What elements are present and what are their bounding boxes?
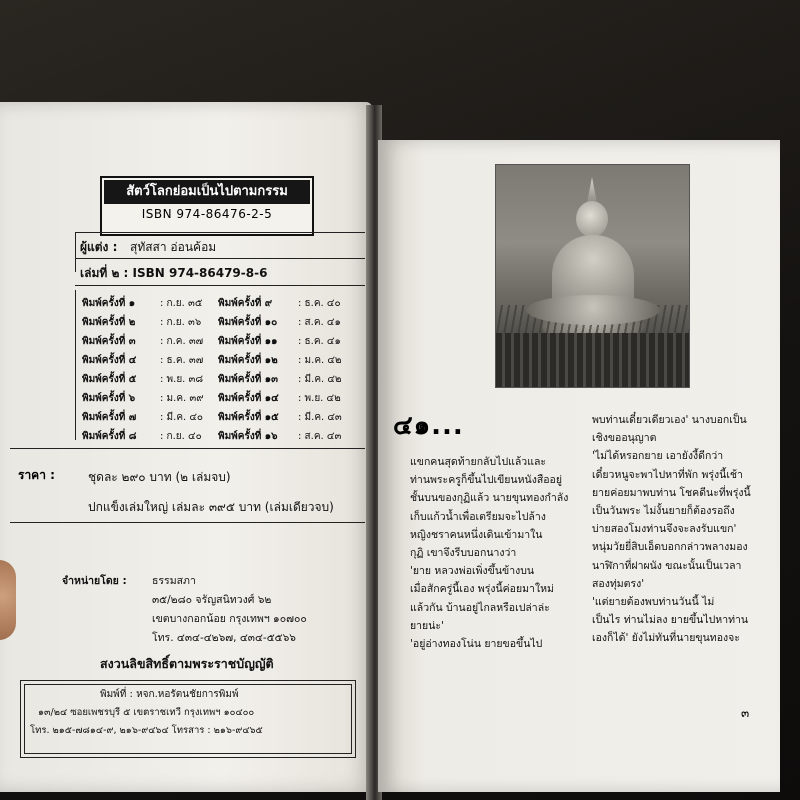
printing-cell: พิมพ์ครั้งที่ ๑๖ xyxy=(218,431,278,442)
body-column-right xyxy=(592,411,751,648)
text-line: นาฬิกาที่ฝาผนัง ขณะนั้นเป็นเวลา xyxy=(592,559,742,572)
text-line: เองก็ได้' ยังไม่ทันที่นายขุนทองจะ xyxy=(592,632,740,645)
divider-price xyxy=(10,448,365,449)
printing-cell: : ม.ค. ๓๙ xyxy=(160,393,204,404)
printing-row xyxy=(82,389,348,408)
printing-cell: : ธ.ค. ๓๗ xyxy=(160,355,204,366)
printing-cell: พิมพ์ครั้งที่ ๑ xyxy=(82,298,136,309)
printing-cell: พิมพ์ครั้งที่ ๙ xyxy=(218,298,273,309)
printing-cell: : มี.ค. ๔๒ xyxy=(298,374,342,385)
printing-cell: พิมพ์ครั้งที่ ๑๑ xyxy=(218,336,278,347)
buddha-statue-photo xyxy=(495,164,690,388)
divider-vertical xyxy=(75,232,76,272)
text-line: เดี๋ยวหนูจะพาไปหาที่พัก พรุ่งนี้เช้า xyxy=(592,468,743,481)
printing-row xyxy=(82,313,348,332)
printing-cell: พิมพ์ครั้งที่ ๖ xyxy=(82,393,136,404)
printing-cell: : ก.ย. ๔๐ xyxy=(160,431,202,442)
price-line-1: ชุดละ ๒๙๐ บาท (๒ เล่มจบ) xyxy=(88,470,231,484)
printing-cell: : ก.ย. ๓๕ xyxy=(160,298,203,309)
distributor-label: จำหน่ายโดย : xyxy=(62,575,127,587)
printing-history xyxy=(82,294,348,446)
text-line: สองทุ่มตรง' xyxy=(592,577,645,590)
distributor-address-2: เขตบางกอกน้อย กรุงเทพฯ ๑๐๗๐๐ xyxy=(152,613,307,625)
printing-cell: : ส.ค. ๔๑ xyxy=(298,317,341,328)
printing-row xyxy=(82,351,348,370)
divider-author xyxy=(75,258,365,259)
printings-bracket xyxy=(75,290,79,440)
volume-isbn: เล่มที่ ๒ : ISBN 974-86479-8-6 xyxy=(80,266,268,280)
printer-name: พิมพ์ที่ : หจก.หอรัตนชัยการพิมพ์ xyxy=(100,689,239,700)
title-box xyxy=(100,176,314,236)
printing-row xyxy=(82,427,348,446)
text-line: เชิงขออนุญาต xyxy=(592,432,657,445)
text-line: เมื่อสักครู่นี้เอง พรุ่งนี้ค่อยมาใหม่ xyxy=(410,583,554,596)
printing-cell: : พ.ย. ๔๒ xyxy=(298,393,341,404)
book-title: สัตว์โลกย่อมเป็นไปตามกรรม xyxy=(104,180,310,204)
text-line: ยายค่อยมาพบท่าน โชคดีนะที่พรุ่งนี้ xyxy=(592,486,751,499)
text-line: หนุ่มวัยยี่สิบเอ็ดบอกกล่าวพลางมอง xyxy=(592,541,748,554)
text-line: เก็บแก้วน้ำเพื่อเตรียมจะไปล้าง xyxy=(410,510,546,523)
printing-cell: : พ.ย. ๓๘ xyxy=(160,374,204,385)
printer-phone: โทร. ๒๑๕-๗๘๑๔-๙, ๒๑๖-๙๔๖๔ โทรสาร : ๒๑๖-๙๔๖๕ xyxy=(30,725,263,736)
chapter-heading: ๔๑... xyxy=(393,411,464,441)
divider-top xyxy=(75,232,365,233)
text-line: แล้วกัน บ้านอยู่ไกลหรือเปล่าล่ะ xyxy=(410,601,550,614)
printing-cell: : ก.ย. ๓๖ xyxy=(160,317,202,328)
text-line: ยายน่ะ' xyxy=(410,619,444,632)
printing-cell: พิมพ์ครั้งที่ ๒ xyxy=(82,317,136,328)
printing-row xyxy=(82,332,348,351)
distributor-phone: โทร. ๔๓๔-๔๒๖๗, ๔๓๔-๕๕๖๖ xyxy=(152,632,296,644)
printing-cell: พิมพ์ครั้งที่ ๑๕ xyxy=(218,412,279,423)
copyright-notice: สงวนลิขสิทธิ์ตามพระราชบัญญัติ xyxy=(100,656,274,671)
text-line: เป็นไร ท่านไม่ลง ยายขึ้นไปหาท่าน xyxy=(592,614,749,627)
distributor-name: ธรรมสภา xyxy=(152,575,196,587)
text-line: 'ยาย หลวงพ่อเพิ่งขึ้นข้างบน xyxy=(410,565,535,578)
printing-cell: พิมพ์ครั้งที่ ๘ xyxy=(82,431,137,442)
divider-distributor xyxy=(10,522,365,523)
text-line: 'ไม่ได้หรอกยาย เอายังงี้ดีกว่า xyxy=(592,450,724,463)
printing-cell: : มี.ค. ๔๓ xyxy=(298,412,342,423)
printing-cell: พิมพ์ครั้งที่ ๑๔ xyxy=(218,393,279,404)
text-line: กุฏิ เขาจึงรีบบอกนางว่า xyxy=(410,547,517,560)
printing-cell: : มี.ค. ๔๐ xyxy=(160,412,204,423)
author-name: สุทัสสา อ่อนค้อม xyxy=(130,240,217,254)
printing-cell: : ธ.ค. ๔๐ xyxy=(298,298,341,309)
printing-cell: พิมพ์ครั้งที่ ๑๒ xyxy=(218,355,278,366)
printing-row xyxy=(82,370,348,389)
printing-cell: : ธ.ค. ๔๑ xyxy=(298,336,341,347)
body-column-left xyxy=(410,453,568,653)
page-number: ๓ xyxy=(741,706,750,720)
text-line: 'อยู่อ่างทองโน่น ยายขอขึ้นไป xyxy=(410,638,543,651)
printing-row xyxy=(82,294,348,313)
text-line: แขกคนสุดท้ายกลับไปแล้วและ xyxy=(410,456,547,468)
text-line: ท่านพระครูก็ขึ้นไปเขียนหนังสืออยู่ xyxy=(410,474,563,487)
printing-cell: พิมพ์ครั้งที่ ๕ xyxy=(82,374,137,385)
printing-cell: พิมพ์ครั้งที่ ๑๐ xyxy=(218,317,278,328)
author-label: ผู้แต่ง : xyxy=(80,240,118,254)
printing-cell: : ก.ค. ๓๗ xyxy=(160,336,204,347)
distributor-address-1: ๓๕/๒๘๐ จรัญสนิทวงศ์ ๖๒ xyxy=(152,594,272,606)
text-line: 'แต่ยายต้องพบท่านวันนี้ ไม่ xyxy=(592,596,715,609)
printing-cell: พิมพ์ครั้งที่ ๔ xyxy=(82,355,137,366)
text-line: เป็นวันพระ ไม่งั้นยายก็ต้องรอถึง xyxy=(592,505,735,518)
text-line: บ่ายสองโมงท่านจึงจะลงรับแขก' xyxy=(592,523,737,536)
thumb xyxy=(0,560,16,640)
text-line: พบท่านเดี๋ยวเดียวเอง' นางบอกเป็น xyxy=(592,414,747,426)
printing-row xyxy=(82,408,348,427)
isbn-main: ISBN 974-86476-2-5 xyxy=(141,207,273,221)
printer-address: ๑๓/๒๔ ซอยเพชรบุรี ๕ เขตราชเทวี กรุงเทพฯ ๑๐๔๐๐ xyxy=(38,707,255,718)
price-line-2: ปกแข็งเล่มใหญ่ เล่มละ ๓๙๕ บาท (เล่มเดียวจบ) xyxy=(88,500,334,514)
text-line: หญิงชราคนหนึ่งเดินเข้ามาใน xyxy=(410,528,543,541)
divider-volume xyxy=(75,285,365,286)
printing-cell: : ม.ค. ๔๒ xyxy=(298,355,342,366)
printing-cell: พิมพ์ครั้งที่ ๓ xyxy=(82,336,136,347)
printing-cell: พิมพ์ครั้งที่ ๗ xyxy=(82,412,137,423)
printing-cell: : ส.ค. ๔๓ xyxy=(298,431,342,442)
printing-cell: พิมพ์ครั้งที่ ๑๓ xyxy=(218,374,278,385)
text-line: ชั้นบนของกุฏิแล้ว นายขุนทองกำลัง xyxy=(410,492,569,505)
price-label: ราคา : xyxy=(18,468,55,482)
